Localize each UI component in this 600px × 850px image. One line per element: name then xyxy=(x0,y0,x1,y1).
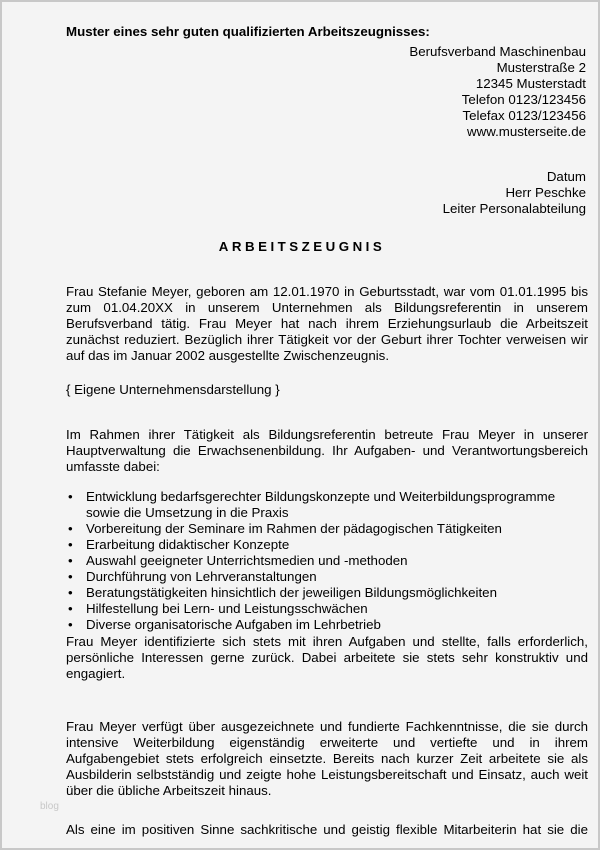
list-item xyxy=(66,617,588,633)
sender-address xyxy=(409,44,586,140)
sender-name: Berufsverband Maschinenbau xyxy=(409,44,586,59)
paragraph-expertise: Frau Meyer verfügt über ausgezeichnete und fundierte Fachkenntnisse, die sie durch intensive Weiterbildung eigenständig erweiterte und vertiefte und in ihrem Aufgabengebiet stets erfolgreich einsetzte. Bereits nach kurzer Zeit arbeitete sie als Ausbilderin selbstständig und zeigte hohe Leistungsbereitschaft und Einsatz, auch weit über die übliche Arbeitszeit hinaus. xyxy=(66,719,588,798)
list-item xyxy=(66,521,588,537)
bullet-icon: • xyxy=(68,601,73,616)
list-item-text: Vorbereitung der Seminare im Rahmen der pädagogischen Tätigkeiten xyxy=(86,521,502,536)
bullet-icon: • xyxy=(68,617,73,632)
document-heading: ARBEITSZEUGNIS xyxy=(218,239,386,254)
list-item-text: Durchführung von Lehrveranstaltungen xyxy=(86,569,317,584)
paragraph-flexibility: Als eine im positiven Sinne sachkritische und geistig flexible Mitarbeiterin hat sie die xyxy=(66,822,588,837)
sender-street: Musterstraße 2 xyxy=(496,60,586,75)
sender-fax: Telefax 0123/123456 xyxy=(462,108,586,123)
watermark: blog xyxy=(40,801,59,812)
paragraph-intro: Frau Stefanie Meyer, geboren am 12.01.1970 in Geburtsstadt, war vom 01.01.1995 bis zum 01.04.20XX in unserem Unternehmen als Bildungsreferentin in unserem Berufsverband tätig. Frau Meyer hat nach ihrem Erziehungsurlaub die Arbeitszeit zunächst reduziert. Bezüglich ihrer Tätigkeit vor der Geburt ihrer Tochter verweisen wir auf das im Januar 2002 ausgestellte Zwischenzeugnis. xyxy=(66,284,588,363)
list-item xyxy=(66,537,588,553)
list-item-text: Diverse organisatorische Aufgaben im Lehrbetrieb xyxy=(86,617,381,632)
document-title: Muster eines sehr guten qualifizierten Arbeitszeugnisses: xyxy=(66,24,430,39)
bullet-icon: • xyxy=(68,537,73,552)
paragraph-commitment: Frau Meyer identifizierte sich stets mit ihren Aufgaben und stellte, falls erforderlich, persönliche Interessen gerne zurück. Dabei arbeitete sie stets sehr konstruktiv und engagiert. xyxy=(66,634,588,681)
sender-phone: Telefon 0123/123456 xyxy=(461,92,586,107)
sender-website: www.musterseite.de xyxy=(467,124,586,139)
company-placeholder: { Eigene Unternehmensdarstellung } xyxy=(66,382,280,397)
sender-city: 12345 Musterstadt xyxy=(475,76,586,91)
list-item xyxy=(66,489,588,521)
bullet-icon: • xyxy=(68,585,73,600)
list-item-text: Entwicklung bedarfsgerechter Bildungskonzepte und Weiterbildungsprogramme sowie die Umsetzung in die Praxis xyxy=(86,489,556,520)
list-item-text: Hilfestellung bei Lern- und Leistungsschwächen xyxy=(86,601,368,616)
signatory-name: Herr Peschke xyxy=(505,185,586,200)
signatory-block xyxy=(443,169,586,217)
list-item-text: Auswahl geeigneter Unterrichtsmedien und -methoden xyxy=(86,553,408,568)
bullet-icon: • xyxy=(68,553,73,568)
bullet-icon: • xyxy=(68,489,73,504)
signatory-role: Leiter Personalabteilung xyxy=(442,201,586,216)
list-item-text: Beratungstätigkeiten hinsichtlich der jeweiligen Bildungsmöglichkeiten xyxy=(86,585,497,600)
paragraph-duties: Im Rahmen ihrer Tätigkeit als Bildungsreferentin betreute Frau Meyer in unserer Hauptverwaltung die Erwachsenenbildung. Ihr Aufgaben- und Verantwortungsbereich umfasste dabei: xyxy=(66,427,588,474)
bullet-icon: • xyxy=(68,521,73,536)
date-label: Datum xyxy=(546,169,586,184)
list-item-text: Erarbeitung didaktischer Konzepte xyxy=(86,537,290,552)
list-item xyxy=(66,569,588,585)
list-item xyxy=(66,585,588,601)
list-item xyxy=(66,601,588,617)
list-item xyxy=(66,553,588,569)
duties-list xyxy=(66,489,588,633)
bullet-icon: • xyxy=(68,569,73,584)
